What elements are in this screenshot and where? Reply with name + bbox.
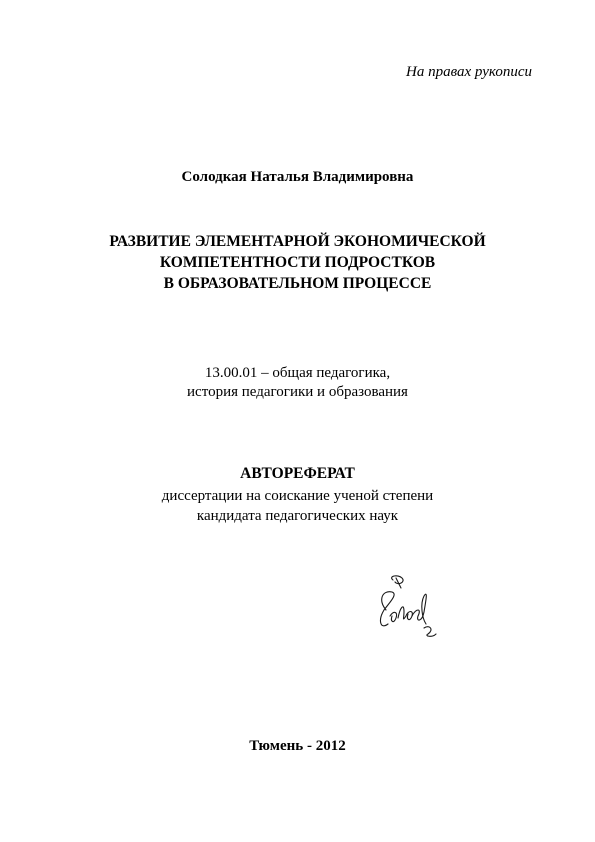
- specialty-block: [0, 364, 595, 402]
- title-line: РАЗВИТИЕ ЭЛЕМЕНТАРНОЙ ЭКОНОМИЧЕСКОЙ: [109, 233, 486, 250]
- abstract-line: диссертации на соискание ученой степени: [161, 488, 434, 504]
- abstract-description: [0, 486, 595, 526]
- place-year: Тюмень - 2012: [249, 738, 346, 754]
- rights-notice: На правах рукописи: [406, 64, 532, 80]
- abstract-line: кандидата педагогических наук: [196, 508, 399, 524]
- author-name: Солодкая Наталья Владимировна: [181, 169, 414, 185]
- title-line: В ОБРАЗОВАТЕЛЬНОМ ПРОЦЕССЕ: [163, 275, 432, 292]
- signature-icon: [368, 572, 443, 642]
- title-line: КОМПЕТЕНТНОСТИ ПОДРОСТКОВ: [159, 254, 436, 271]
- specialty-line: история педагогики и образования: [187, 384, 408, 400]
- specialty-line: 13.00.01 – общая педагогика,: [204, 365, 391, 381]
- dissertation-title: [0, 231, 595, 294]
- abstract-heading: АВТОРЕФЕРАТ: [240, 465, 355, 482]
